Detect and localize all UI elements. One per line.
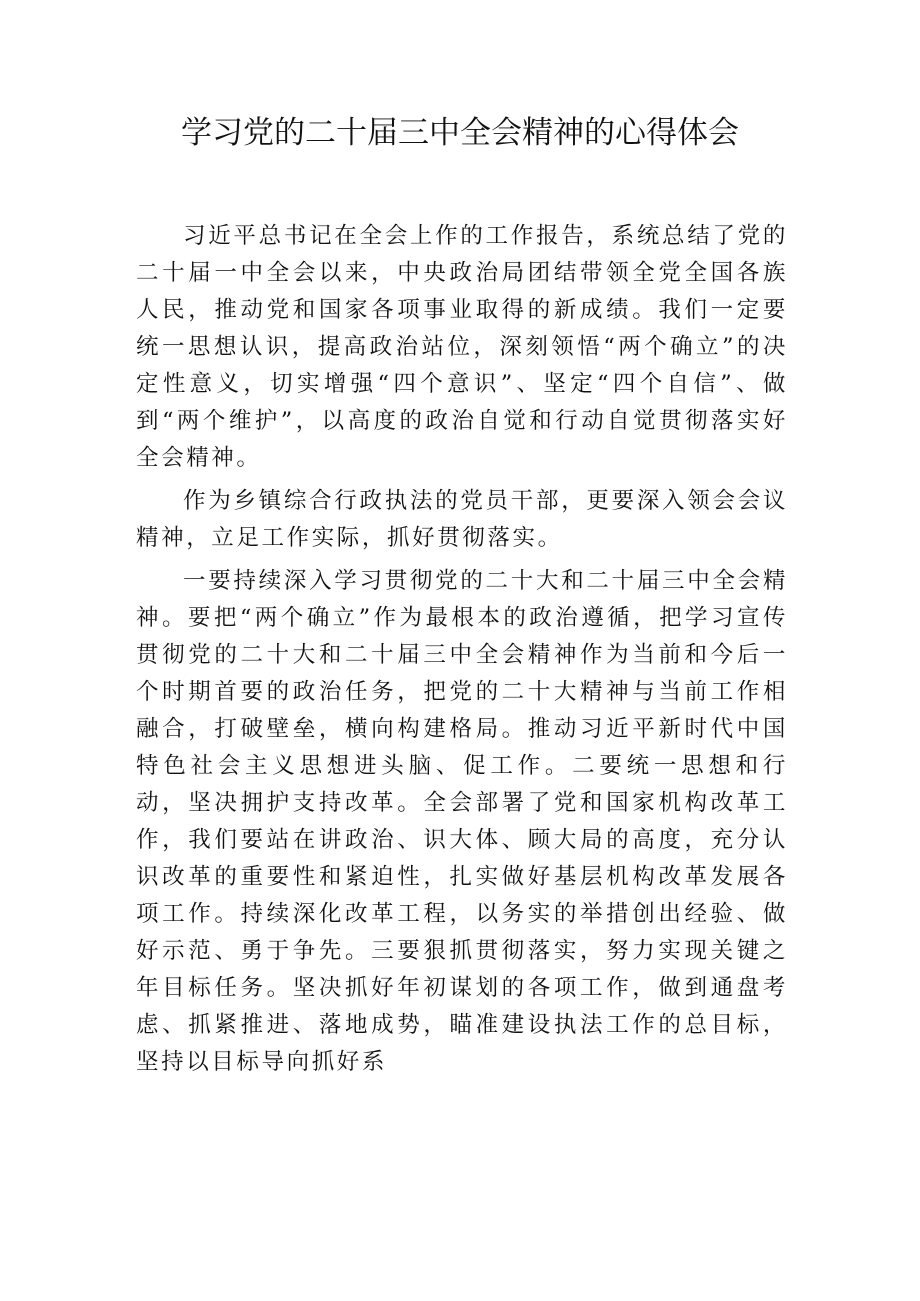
paragraph-2: 作为乡镇综合行政执法的党员干部，更要深入领会会议精神，立足工作实际，抓好贯彻落实。 (136, 488, 788, 551)
document-title: 学习党的二十届三中全会精神的心得体会 (181, 115, 739, 151)
paragraph-1: 习近平总书记在全会上作的工作报告，系统总结了党的二十届一中全会以来，中央政治局团结带领全党全国各族人民，推动党和国家各项事业取得的新成绩。我们一定要统一思想认识，提高政治站位，深刻领悟“两个确立”的决定性意义，切实增强“四个意识”、坚定“四个自信”、做到“两个维护”，以高度的政治自觉和行动自觉贯彻落实好全会精神。 (136, 223, 788, 471)
paragraph-3: 一要持续深入学习贯彻党的二十大和二十届三中全会精神。要把“两个确立”作为最根本的政治遵循，把学习宣传贯彻党的二十大和二十届三中全会精神作为当前和今后一个时期首要的政治任务，把党的二十大精神与当前工作相融合，打破壁垒，横向构建格局。推动习近平新时代中国特色社会主义思想进头脑、促工作。二要统一思想和行动，坚决拥护支持改革。全会部署了党和国家机构改革工作，我们要站在讲政治、识大体、顾大局的高度，充分认识改革的重要性和紧迫性，扎实做好基层机构改革发展各项工作。持续深化改革工程，以务实的举措创出经验、做好示范、勇于争先。三要狠抓贯彻落实，努力实现关键之年目标任务。坚决抓好年初谋划的各项工作，做到通盘考虑、抓紧推进、落地成势，瞄准建设执法工作的总目标，坚持以目标导向抓好系 (136, 568, 788, 1075)
document-body (136, 218, 788, 1081)
